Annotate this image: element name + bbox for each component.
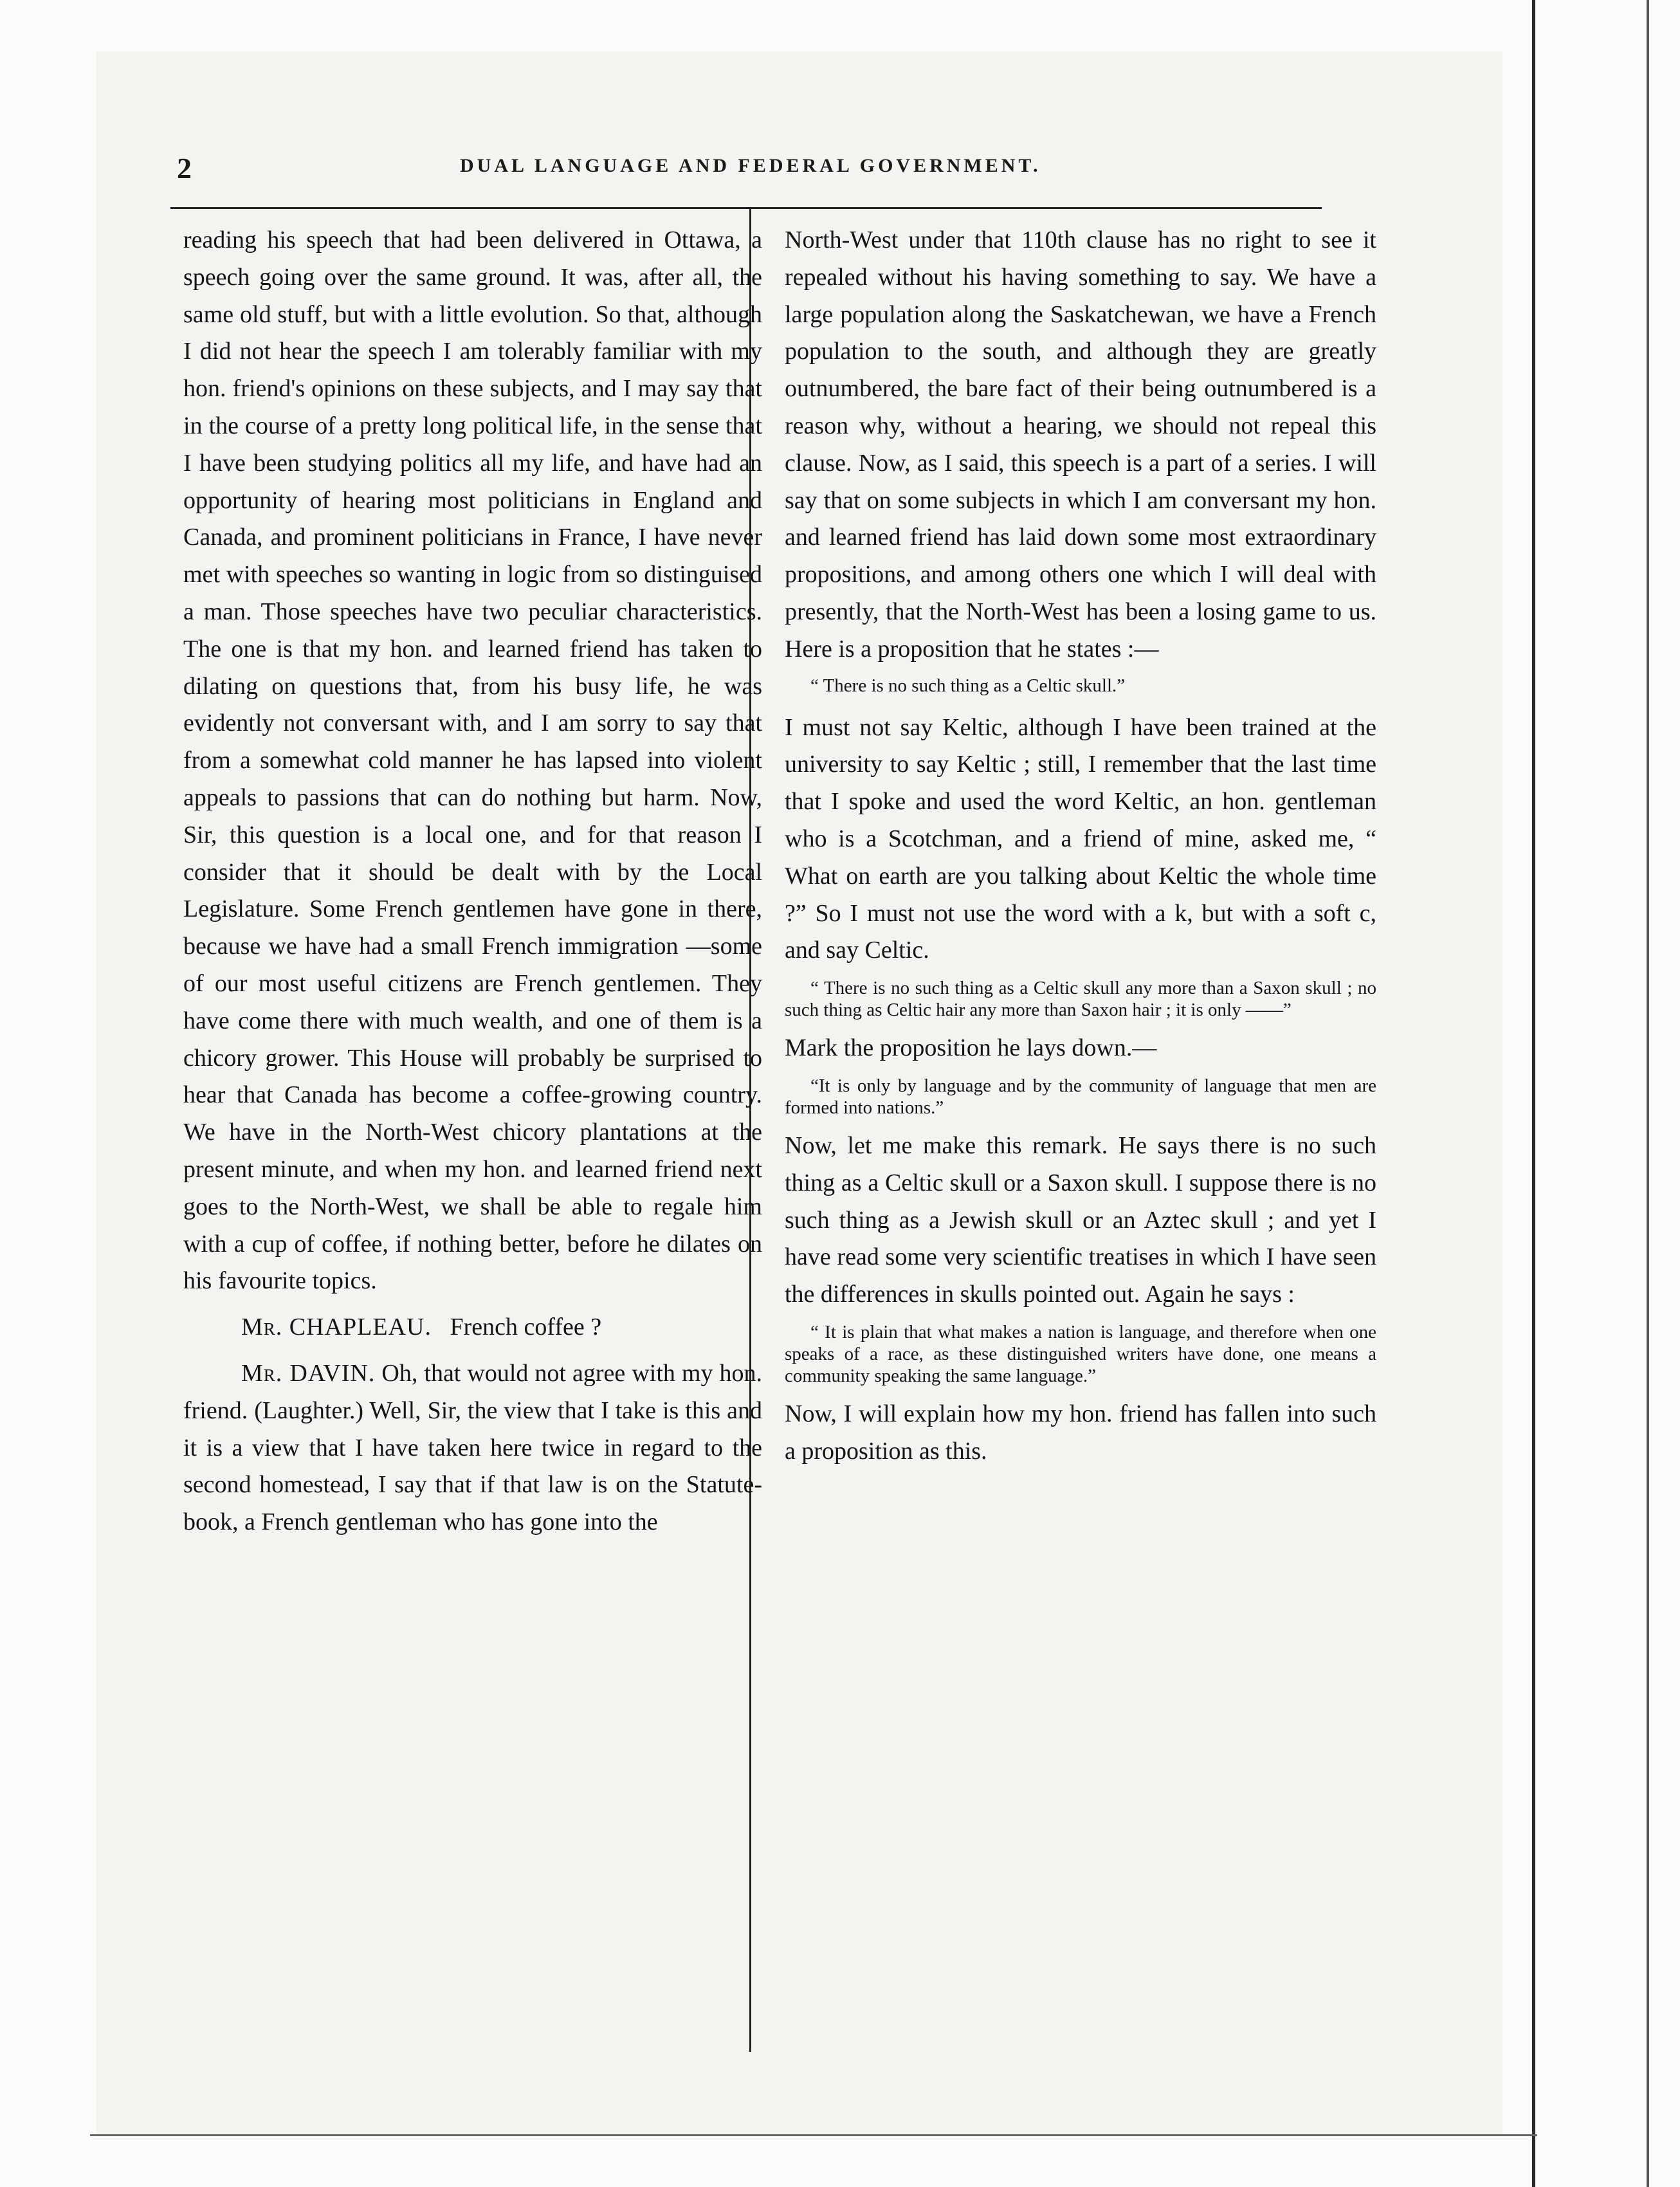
running-title: DUAL LANGUAGE AND FEDERAL GOVERNMENT. (460, 155, 1041, 176)
paragraph: Now, I will explain how my hon. friend has fallen into such a proposition as this. (785, 1400, 1376, 1465)
page-header (177, 151, 1335, 190)
left-column (183, 222, 762, 1541)
speaker-name: Mr. DAVIN. (241, 1359, 376, 1387)
page-edge-line (1532, 0, 1535, 2187)
right-column (785, 222, 1376, 1470)
page-number: 2 (177, 152, 192, 185)
header-rule (170, 207, 1322, 209)
page-edge-line (1647, 0, 1649, 2187)
block-quote: “ There is no such thing as a Celtic skull.” (810, 675, 1126, 696)
speaker-name: Mr. CHAPLEAU. (241, 1313, 432, 1341)
page-edge-line (90, 2134, 1537, 2136)
speech-text: Oh, that would not agree with my hon. friend. (Laughter.) Well, Sir, the view that I take is this and it is a view that I have taken here twice in regard to the second homestead, I say that if that law is on the Statute-book, a French gentleman who has gone into the (183, 1359, 762, 1536)
speaker-paragraph (183, 1309, 762, 1346)
block-quote: “It is only by language and by the community of language that men are formed into nations.” (785, 1075, 1376, 1118)
paragraph: Mark the proposition he lays down.— (785, 1034, 1157, 1062)
paragraph: Now, let me make this remark. He says there is no such thing as a Celtic skull or a Saxon skull. I suppose there is no such thing as a Jewish skull or an Aztec skull ; and yet I have read some very scientific treatises in which I have seen the differences in skulls pointed out. Again he says : (785, 1131, 1376, 1308)
paragraph: North-West under that 110th clause has no right to see it repealed without his having something to say. We have a large population along the Saskatchewan, we have a French population to the south, and although they are greatly outnumbered, the bare fact of their being outnumbered is a reason why, without a hearing, we should not repeal this clause. Now, as I said, this speech is a part of a series. I will say that on some subjects in which I am conversant my hon. and learned friend has laid down some most extraordinary propositions, and among others one which I will deal with presently, that the North-West has been a losing game to us. Here is a proposition that he states :— (785, 226, 1376, 663)
paragraph: I must not say Keltic, although I have been trained at the university to say Keltic ; still, I remember that the last time that I spoke and used the word Keltic, an hon. gentleman who is a Scotchman, and a friend of mine, asked me, “ What on earth are you talking about Keltic the whole time ?” So I must not use the word with a k, but with a soft c, and say Celtic. (785, 713, 1376, 964)
paragraph: reading his speech that had been delivered in Ottawa, a speech going over the same ground. It was, after all, the same old stuff, but with a little evolution. So that, although I did not hear the speech I am tolerably familiar with my hon. friend's opinions on these subjects, and I may say that in the course of a pretty long political life, in the sense that I have been studying politics all my life, and have had an opportunity of hearing most politicians in England and Canada, and prominent politicians in France, I have never met with speeches so wanting in logic from so distinguised a man. Those speeches have two peculiar characteristics. The one is that my hon. and learned friend has taken to dilating on questions that, from his busy life, he was evidently not conversant with, and I am sorry to say that from a somewhat cold manner he has lapsed into violent appeals to passions that can do nothing but harm. Now, Sir, this question is a local one, and for that reason I consider that it should be dealt with by the Local Legislature. Some French gentlemen have gone in there, because we have had a small French immigration —some of our most useful citizens are French gentlemen. They have come there with much wealth, and one of them is a chicory grower. This House will probably be surprised to hear that Canada has become a coffee-growing country. We have in the North-West chicory plantations at the present minute, and when my hon. and learned friend next goes to the North-West, we shall be able to regale him with a cup of coffee, if nothing better, before he dilates on his favourite topics. (183, 226, 762, 1295)
speaker-paragraph (183, 1355, 762, 1541)
speech-text: French coffee ? (450, 1313, 602, 1341)
block-quote: “ It is plain that what makes a nation is language, and therefore when one speaks of a race, as these distinguished writers have done, one means a community speaking the same language.” (785, 1321, 1376, 1386)
block-quote: “ There is no such thing as a Celtic skull any more than a Saxon skull ; no such thing as Celtic hair any more than Saxon hair ; it is only ——” (785, 978, 1376, 1021)
